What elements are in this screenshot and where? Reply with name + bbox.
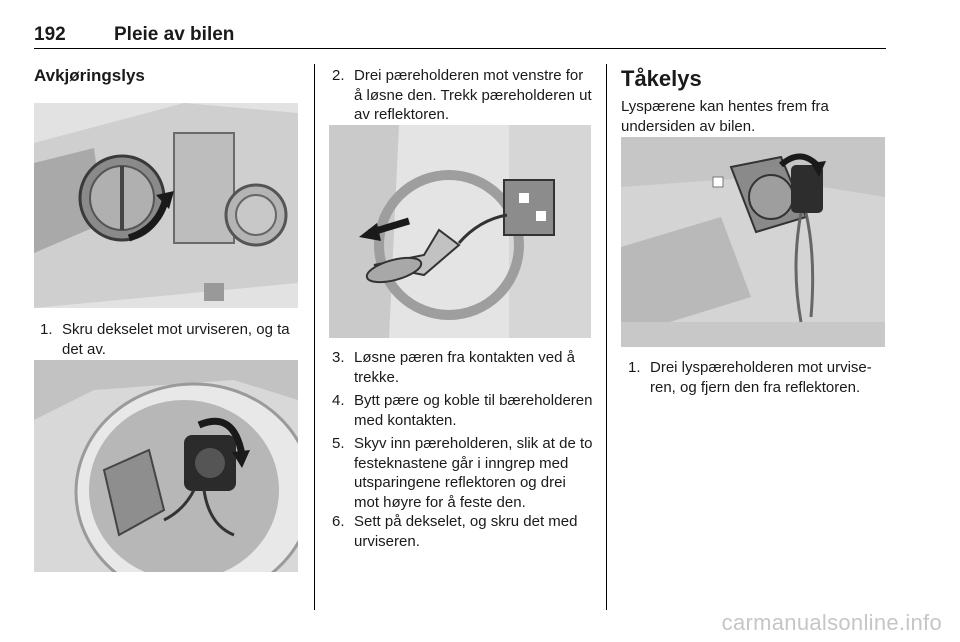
step-number: 6. bbox=[332, 513, 345, 530]
figure-fog-light-holder bbox=[621, 137, 885, 347]
list-item bbox=[332, 348, 594, 387]
list-item bbox=[332, 434, 594, 512]
column-divider-2 bbox=[606, 64, 607, 610]
figure-bulb-holder bbox=[34, 360, 298, 572]
step-text: Drei pæreholderen mot venstre for å løsne den. Trekk pæreholderen ut av reflektoren. bbox=[354, 67, 592, 123]
page-title: Pleie av bilen bbox=[114, 24, 235, 45]
list-item bbox=[332, 66, 594, 125]
list-item bbox=[40, 320, 300, 359]
column-divider-1 bbox=[314, 64, 315, 610]
section-heading-low-beam: Avkjøringslys bbox=[34, 66, 145, 85]
step-number: 1. bbox=[628, 359, 641, 376]
figure-bulb-removal bbox=[329, 125, 591, 338]
step-text: Skru dekselet mot urviseren, og ta det av. bbox=[62, 321, 290, 358]
step-number: 2. bbox=[332, 67, 345, 84]
step-number: 3. bbox=[332, 349, 345, 366]
list-item bbox=[332, 391, 594, 430]
step-text: Sett på dekselet, og skru det med urviseren. bbox=[354, 513, 578, 550]
list-item bbox=[332, 512, 594, 551]
step-text: Skyv inn pæreholderen, slik at de to festeknastene går i inngrep med utsparingene reflektoren og drei mot høyre for å feste den. bbox=[354, 435, 593, 511]
step-number: 4. bbox=[332, 392, 345, 409]
list-item bbox=[628, 358, 886, 397]
step-number: 5. bbox=[332, 435, 345, 452]
section-heading-fog-lights: Tåkelys bbox=[621, 66, 702, 91]
page-number: 192 bbox=[34, 24, 66, 45]
step-text: Bytt pære og koble til bæreholderen med kontakten. bbox=[354, 392, 593, 429]
step-number: 1. bbox=[40, 321, 53, 338]
figure-headlamp-cover bbox=[34, 103, 298, 308]
watermark: carmanualsonline.info bbox=[721, 610, 942, 635]
step-text: Løsne pæren fra kontakten ved å trekke. bbox=[354, 349, 575, 386]
intro-paragraph: Lyspærene kan hentes frem fra undersiden av bilen. bbox=[621, 98, 829, 135]
step-text: Drei lyspæreholderen mot urviseren, og fjern den fra reflektoren. bbox=[650, 359, 872, 396]
header-rule bbox=[34, 48, 886, 49]
